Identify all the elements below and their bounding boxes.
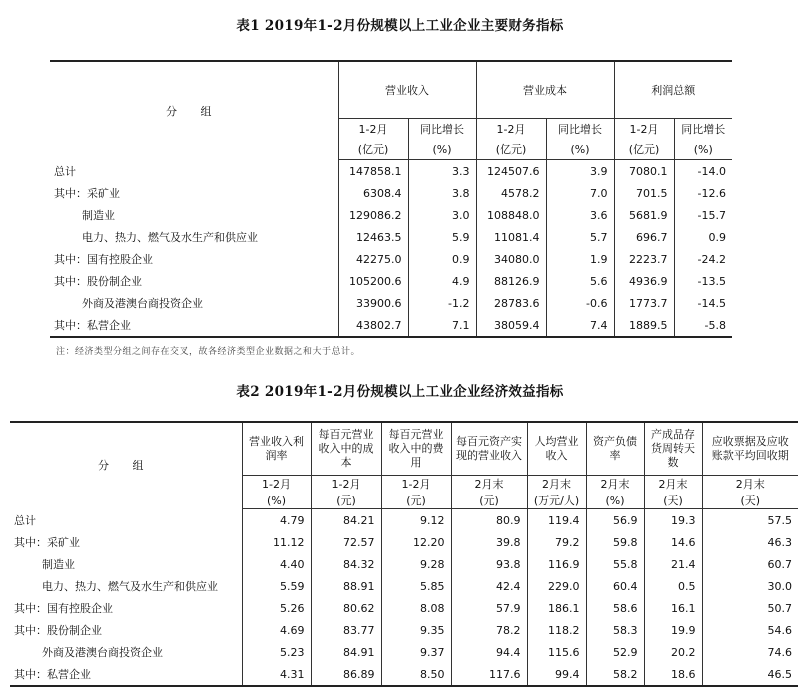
cell-value: 19.9 bbox=[644, 619, 702, 641]
cell-value: 50.7 bbox=[702, 597, 798, 619]
cell-value: 55.8 bbox=[586, 553, 644, 575]
cell-value: 57.9 bbox=[451, 597, 527, 619]
col-group-revenue: 营业收入 bbox=[338, 61, 476, 119]
table-row bbox=[50, 226, 732, 248]
cell-value: 83.77 bbox=[311, 619, 381, 641]
table-row bbox=[10, 553, 798, 575]
column-period: 2月末 bbox=[451, 476, 527, 493]
cell-value: -5.8 bbox=[674, 314, 732, 337]
cell-value: -1.2 bbox=[408, 292, 476, 314]
column-header: 资产负债率 bbox=[586, 422, 644, 476]
cell-value: 18.6 bbox=[644, 663, 702, 686]
row-label: 电力、热力、燃气及水生产和供应业 bbox=[82, 231, 258, 244]
cell-value: 11.12 bbox=[242, 531, 311, 553]
cell-value: 43802.7 bbox=[338, 314, 408, 337]
group-header: 分 组 bbox=[166, 104, 222, 118]
cell-value: 0.9 bbox=[408, 248, 476, 270]
cell-value: 5.59 bbox=[242, 575, 311, 597]
cell-value: 33900.6 bbox=[338, 292, 408, 314]
cell-value: -14.0 bbox=[674, 160, 732, 183]
cell-value: 9.35 bbox=[381, 619, 451, 641]
cell-value: 46.5 bbox=[702, 663, 798, 686]
cell-value: 3.8 bbox=[408, 182, 476, 204]
unit-percent: (%) bbox=[546, 139, 614, 160]
cell-value: 8.08 bbox=[381, 597, 451, 619]
cell-value: 105200.6 bbox=[338, 270, 408, 292]
column-unit: (万元/人) bbox=[527, 492, 586, 509]
unit-amount: (亿元) bbox=[338, 139, 408, 160]
cell-value: 11081.4 bbox=[476, 226, 546, 248]
table-row bbox=[10, 575, 798, 597]
cell-value: 1889.5 bbox=[614, 314, 674, 337]
cell-value: 54.6 bbox=[702, 619, 798, 641]
table-row bbox=[50, 182, 732, 204]
table-row bbox=[50, 248, 732, 270]
column-unit: (%) bbox=[242, 492, 311, 509]
cell-value: 20.2 bbox=[644, 641, 702, 663]
row-label: 总计 bbox=[54, 164, 76, 178]
column-unit: (天) bbox=[702, 492, 798, 509]
row-label: 其中：私营企业 bbox=[14, 668, 91, 681]
cell-value: 58.2 bbox=[586, 663, 644, 686]
cell-value: 117.6 bbox=[451, 663, 527, 686]
cell-value: 58.6 bbox=[586, 597, 644, 619]
table2-title: 表2 2019年1-2月份规模以上工业企业经济效益指标 bbox=[236, 384, 564, 400]
col-group-cost: 营业成本 bbox=[476, 61, 614, 119]
table-row bbox=[10, 531, 798, 553]
cell-value: 5.6 bbox=[546, 270, 614, 292]
unit-amount: (亿元) bbox=[476, 139, 546, 160]
cell-value: 7.1 bbox=[408, 314, 476, 337]
cell-value: 8.50 bbox=[381, 663, 451, 686]
cell-value: 5681.9 bbox=[614, 204, 674, 226]
sub-period: 1-2月 bbox=[338, 119, 408, 140]
column-period: 2月末 bbox=[644, 476, 702, 493]
table-row bbox=[10, 597, 798, 619]
unit-percent: (%) bbox=[674, 139, 732, 160]
cell-value: 5.85 bbox=[381, 575, 451, 597]
cell-value: -15.7 bbox=[674, 204, 732, 226]
cell-value: 74.6 bbox=[702, 641, 798, 663]
cell-value: 119.4 bbox=[527, 509, 586, 532]
cell-value: 147858.1 bbox=[338, 160, 408, 183]
column-unit: (天) bbox=[644, 492, 702, 509]
row-label: 其中：国有控股企业 bbox=[14, 602, 113, 615]
cell-value: 7.4 bbox=[546, 314, 614, 337]
column-header: 每百元营业收入中的费用 bbox=[381, 422, 451, 476]
cell-value: 57.5 bbox=[702, 509, 798, 532]
cell-value: 59.8 bbox=[586, 531, 644, 553]
column-period: 1-2月 bbox=[381, 476, 451, 493]
cell-value: 3.9 bbox=[546, 160, 614, 183]
cell-value: 3.3 bbox=[408, 160, 476, 183]
cell-value: 14.6 bbox=[644, 531, 702, 553]
table-row bbox=[50, 270, 732, 292]
cell-value: 19.3 bbox=[644, 509, 702, 532]
cell-value: 7080.1 bbox=[614, 160, 674, 183]
row-label: 制造业 bbox=[82, 209, 115, 222]
cell-value: 84.91 bbox=[311, 641, 381, 663]
sub-growth: 同比增长 bbox=[546, 119, 614, 140]
unit-percent: (%) bbox=[408, 139, 476, 160]
column-header: 产成品存货周转天数 bbox=[644, 422, 702, 476]
cell-value: 108848.0 bbox=[476, 204, 546, 226]
cell-value: -13.5 bbox=[674, 270, 732, 292]
cell-value: 9.37 bbox=[381, 641, 451, 663]
table-row bbox=[10, 619, 798, 641]
row-label: 制造业 bbox=[42, 558, 75, 571]
cell-value: 1.9 bbox=[546, 248, 614, 270]
cell-value: -14.5 bbox=[674, 292, 732, 314]
cell-value: 34080.0 bbox=[476, 248, 546, 270]
cell-value: 701.5 bbox=[614, 182, 674, 204]
cell-value: 4.9 bbox=[408, 270, 476, 292]
row-label: 其中：采矿业 bbox=[54, 187, 120, 200]
cell-value: 229.0 bbox=[527, 575, 586, 597]
cell-value: 84.21 bbox=[311, 509, 381, 532]
cell-value: 3.6 bbox=[546, 204, 614, 226]
sub-growth: 同比增长 bbox=[674, 119, 732, 140]
cell-value: 4.31 bbox=[242, 663, 311, 686]
cell-value: 7.0 bbox=[546, 182, 614, 204]
column-unit: (%) bbox=[586, 492, 644, 509]
cell-value: 39.8 bbox=[451, 531, 527, 553]
cell-value: 129086.2 bbox=[338, 204, 408, 226]
table-row bbox=[50, 314, 732, 337]
row-label: 其中：私营企业 bbox=[54, 319, 131, 332]
column-header: 营业收入利润率 bbox=[242, 422, 311, 476]
column-unit: (元) bbox=[451, 492, 527, 509]
cell-value: -24.2 bbox=[674, 248, 732, 270]
cell-value: 5.9 bbox=[408, 226, 476, 248]
row-label: 总计 bbox=[14, 513, 36, 527]
row-label: 外商及港澳台商投资企业 bbox=[42, 646, 163, 659]
column-unit: (元) bbox=[381, 492, 451, 509]
cell-value: 16.1 bbox=[644, 597, 702, 619]
table-row bbox=[50, 204, 732, 226]
column-period: 2月末 bbox=[527, 476, 586, 493]
cell-value: 94.4 bbox=[451, 641, 527, 663]
cell-value: 2223.7 bbox=[614, 248, 674, 270]
cell-value: 80.62 bbox=[311, 597, 381, 619]
cell-value: 4.79 bbox=[242, 509, 311, 532]
table-row bbox=[10, 509, 798, 532]
efficiency-indicators-table bbox=[10, 421, 798, 687]
cell-value: 86.89 bbox=[311, 663, 381, 686]
sub-growth: 同比增长 bbox=[408, 119, 476, 140]
cell-value: 60.4 bbox=[586, 575, 644, 597]
cell-value: 56.9 bbox=[586, 509, 644, 532]
cell-value: 78.2 bbox=[451, 619, 527, 641]
column-header: 人均营业收入 bbox=[527, 422, 586, 476]
cell-value: 99.4 bbox=[527, 663, 586, 686]
cell-value: 28783.6 bbox=[476, 292, 546, 314]
row-label: 其中：股份制企业 bbox=[54, 275, 142, 288]
row-label: 其中：股份制企业 bbox=[14, 624, 102, 637]
cell-value: 30.0 bbox=[702, 575, 798, 597]
cell-value: 60.7 bbox=[702, 553, 798, 575]
column-unit: (元) bbox=[311, 492, 381, 509]
table-row bbox=[50, 292, 732, 314]
row-label: 其中：采矿业 bbox=[14, 536, 80, 549]
cell-value: 186.1 bbox=[527, 597, 586, 619]
cell-value: 4578.2 bbox=[476, 182, 546, 204]
cell-value: 58.3 bbox=[586, 619, 644, 641]
table-row bbox=[50, 160, 732, 183]
cell-value: 5.26 bbox=[242, 597, 311, 619]
cell-value: 88126.9 bbox=[476, 270, 546, 292]
cell-value: 38059.4 bbox=[476, 314, 546, 337]
cell-value: 4.69 bbox=[242, 619, 311, 641]
cell-value: 6308.4 bbox=[338, 182, 408, 204]
column-header: 应收票据及应收账款平均回收期 bbox=[702, 422, 798, 476]
cell-value: 72.57 bbox=[311, 531, 381, 553]
table1-note: 注：经济类型分组之间存在交叉，故各经济类型企业数据之和大于总计。 bbox=[56, 347, 361, 357]
cell-value: 116.9 bbox=[527, 553, 586, 575]
cell-value: 80.9 bbox=[451, 509, 527, 532]
cell-value: 0.5 bbox=[644, 575, 702, 597]
row-label: 外商及港澳台商投资企业 bbox=[82, 297, 203, 310]
cell-value: 79.2 bbox=[527, 531, 586, 553]
cell-value: 88.91 bbox=[311, 575, 381, 597]
column-period: 1-2月 bbox=[311, 476, 381, 493]
unit-amount: (亿元) bbox=[614, 139, 674, 160]
column-period: 2月末 bbox=[702, 476, 798, 493]
cell-value: 9.28 bbox=[381, 553, 451, 575]
column-period: 1-2月 bbox=[242, 476, 311, 493]
cell-value: 696.7 bbox=[614, 226, 674, 248]
cell-value: 4936.9 bbox=[614, 270, 674, 292]
table-row bbox=[10, 663, 798, 686]
table1-title: 表1 2019年1-2月份规模以上工业企业主要财务指标 bbox=[236, 18, 564, 34]
sub-period: 1-2月 bbox=[614, 119, 674, 140]
cell-value: 5.7 bbox=[546, 226, 614, 248]
financial-indicators-table bbox=[50, 60, 732, 338]
cell-value: 42275.0 bbox=[338, 248, 408, 270]
cell-value: 1773.7 bbox=[614, 292, 674, 314]
table-row bbox=[10, 641, 798, 663]
cell-value: 4.40 bbox=[242, 553, 311, 575]
sub-period: 1-2月 bbox=[476, 119, 546, 140]
cell-value: -12.6 bbox=[674, 182, 732, 204]
column-header: 每百元营业收入中的成本 bbox=[311, 422, 381, 476]
column-period: 2月末 bbox=[586, 476, 644, 493]
cell-value: 84.32 bbox=[311, 553, 381, 575]
cell-value: 12463.5 bbox=[338, 226, 408, 248]
cell-value: 5.23 bbox=[242, 641, 311, 663]
cell-value: 0.9 bbox=[674, 226, 732, 248]
cell-value: 42.4 bbox=[451, 575, 527, 597]
row-label: 其中：国有控股企业 bbox=[54, 253, 153, 266]
cell-value: 124507.6 bbox=[476, 160, 546, 183]
cell-value: -0.6 bbox=[546, 292, 614, 314]
cell-value: 3.0 bbox=[408, 204, 476, 226]
cell-value: 118.2 bbox=[527, 619, 586, 641]
group-header: 分 组 bbox=[98, 458, 154, 472]
row-label: 电力、热力、燃气及水生产和供应业 bbox=[42, 580, 218, 593]
cell-value: 46.3 bbox=[702, 531, 798, 553]
cell-value: 21.4 bbox=[644, 553, 702, 575]
cell-value: 115.6 bbox=[527, 641, 586, 663]
cell-value: 93.8 bbox=[451, 553, 527, 575]
col-group-profit: 利润总额 bbox=[614, 61, 732, 119]
cell-value: 9.12 bbox=[381, 509, 451, 532]
cell-value: 12.20 bbox=[381, 531, 451, 553]
column-header: 每百元资产实现的营业收入 bbox=[451, 422, 527, 476]
cell-value: 52.9 bbox=[586, 641, 644, 663]
